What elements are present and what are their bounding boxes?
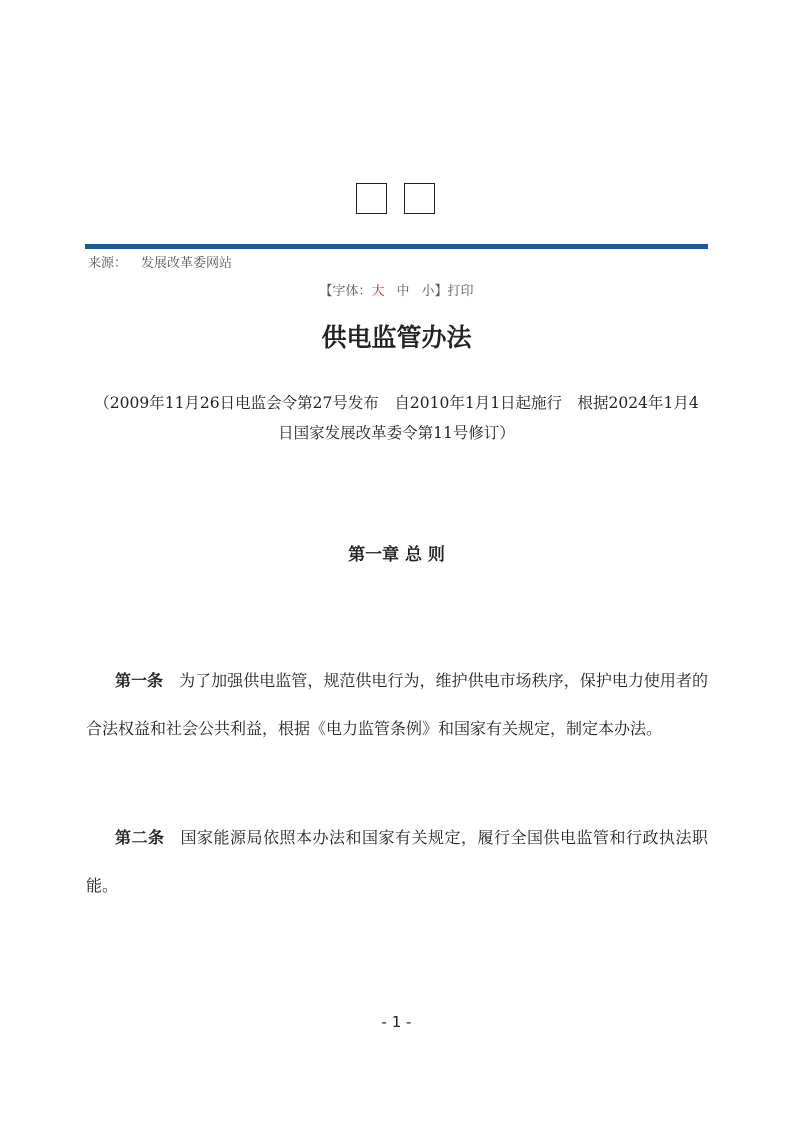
source-label: 来源： <box>88 256 128 271</box>
font-large-link[interactable]: 大 <box>371 284 385 299</box>
article-number: 第一条 <box>115 671 164 690</box>
page-number: - 1 - <box>381 1013 412 1031</box>
article-number: 第二条 <box>115 828 165 847</box>
placeholder-glyph-boxes <box>356 183 438 217</box>
font-size-bar <box>0 280 793 299</box>
print-link[interactable]: 打印 <box>447 284 474 299</box>
font-small-link[interactable]: 小 <box>421 284 435 299</box>
source-line <box>88 252 232 271</box>
font-bar-close: 】 <box>434 284 448 299</box>
article-text: 国家能源局依照本办法和国家有关规定，履行全国供电监管和行政执法职能。 <box>86 828 708 895</box>
placeholder-glyph-box <box>356 183 387 214</box>
font-bar-open: 【字体： <box>319 284 372 299</box>
source-name: 发展改革委网站 <box>141 256 233 271</box>
placeholder-glyph-box <box>404 183 435 214</box>
article-paragraph <box>86 814 708 910</box>
article-paragraph <box>86 657 708 753</box>
document-subtitle: （2009年11月26日电监会令第27号发布 自2010年1月1日起施行 根据2024年1月4日国家发展改革委令第11号修订） <box>94 394 699 442</box>
chapter-heading: 第一章 总 则 <box>348 545 445 565</box>
font-medium-link[interactable]: 中 <box>396 284 410 299</box>
header-rule <box>85 244 708 249</box>
article-text: 为了加强供电监管，规范供电行为，维护供电市场秩序，保护电力使用者的合法权益和社会公共利益，根据《电力监管条例》和国家有关规定，制定本办法。 <box>86 671 708 738</box>
document-title: 供电监管办法 <box>321 323 472 352</box>
